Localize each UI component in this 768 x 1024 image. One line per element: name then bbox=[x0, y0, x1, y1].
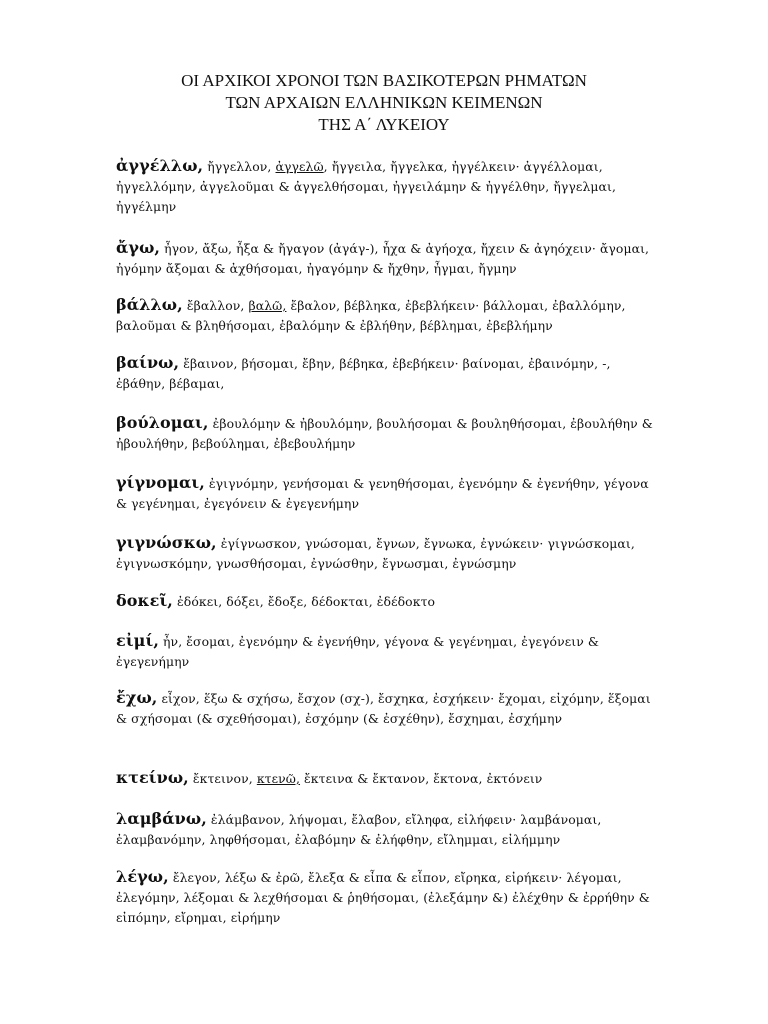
verb-headword: ἄγω, bbox=[116, 238, 161, 257]
verb-headword: λέγω, bbox=[116, 867, 169, 886]
verb-entry-dokei bbox=[116, 591, 656, 612]
verb-headword: βούλομαι, bbox=[116, 413, 209, 432]
verb-entry-gignosko bbox=[116, 533, 656, 574]
verb-forms: ἤγγελλον, bbox=[203, 159, 276, 174]
title-line-1: ΟΙ ΑΡΧΙΚΟΙ ΧΡΟΝΟΙ ΤΩΝ ΒΑΣΙΚΟΤΕΡΩΝ ΡΗΜΑΤΩΝ bbox=[181, 71, 587, 90]
verb-entry-kteino bbox=[116, 768, 656, 789]
verb-forms: ἔλεγον, λέξω & ἐρῶ, ἔλεξα & εἶπα & εἶπον, εἴρηκα, εἰρήκειν· λέγομαι, ἐλεγόμην, λέξομαι & λεχθήσομαι & ῥηθήσομαι, (ἐλεξάμην &) ἐλέχθην & ἐρρήθην & εἰπόμην, εἴρημαι, εἰρήμην bbox=[116, 870, 650, 925]
verb-headword: βαίνω, bbox=[116, 353, 180, 372]
verb-forms: εἶχον, ἕξω & σχήσω, ἔσχον (σχ-), ἔσχηκα, ἐσχήκειν· ἔχομαι, εἰχόμην, ἕξομαι & σχήσομαι (& σχεθήσομαι), ἐσχόμην (& ἐσχέθην), ἔσχημαι, ἐσχήμην bbox=[116, 691, 651, 726]
title-line-3: ΤΗΣ Α΄ ΛΥΚΕΙΟΥ bbox=[318, 115, 450, 134]
verb-forms: ἐγίγνωσκον, γνώσομαι, ἔγνων, ἔγνωκα, ἐγνώκειν· γιγνώσκομαι, ἐγιγνωσκόμην, γνωσθήσομαι, ἐγνώσθην, ἔγνωσμαι, ἐγνώσμην bbox=[116, 536, 635, 571]
verb-future-underlined: βαλῶ, bbox=[248, 298, 287, 313]
verb-entry-eimi bbox=[116, 631, 656, 672]
verb-forms: ἦν, ἔσομαι, ἐγενόμην & ἐγενήθην, γέγονα & γεγένημαι, ἐγεγόνειν & ἐγεγενήμην bbox=[116, 634, 600, 669]
verb-forms: ἦγον, ἄξω, ἦξα & ἤγαγον (ἀγάγ-), ἦχα & ἀγήοχα, ἤχειν & ἀγηόχειν· ἄγομαι, ἠγόμην ἄξομαι & ἀχθήσομαι, ἠγαγόμην & ἤχθην, ἦγμαι, ἤγμην bbox=[116, 241, 650, 276]
verb-forms: ἐλάμβανον, λήψομαι, ἔλαβον, εἴληφα, εἰλήφειν· λαμβάνομαι, ἐλαμβανόμην, ληφθήσομαι, ἐλαβόμην & ἐλήφθην, εἴλημμαι, εἰλήμμην bbox=[116, 812, 602, 847]
verb-entry-ago bbox=[116, 238, 656, 279]
verb-forms: ἐδόκει, δόξει, ἔδοξε, δέδοκται, ἐδέδοκτο bbox=[172, 594, 436, 609]
verb-forms-rest: ἔκτεινα & ἔκτανον, ἔκτονα, ἐκτόνειν bbox=[300, 771, 543, 786]
verb-future-underlined: κτενῶ, bbox=[256, 771, 301, 786]
verb-headword: ἀγγέλλω, bbox=[116, 156, 204, 175]
verb-forms-rest: ἔβαλον, βέβληκα, ἐβεβλήκειν· βάλλομαι, ἐβαλλόμην, βαλοῦμαι & βληθήσομαι, ἐβαλόμην & ἐβλήθην, βέβλημαι, ἐβεβλήμην bbox=[116, 298, 626, 333]
verb-headword: γιγνώσκω, bbox=[116, 533, 217, 552]
verb-forms: ἐβουλόμην & ἠβουλόμην, βουλήσομαι & βουληθήσομαι, ἐβουλήθην & ἠβουλήθην, βεβούλημαι, ἐβεβουλήμην bbox=[116, 416, 653, 451]
verb-entry-gignomai bbox=[116, 473, 656, 514]
verb-entry-voulomai bbox=[116, 413, 656, 454]
verb-entry-lamvano bbox=[116, 809, 656, 850]
verb-forms: ἔκτεινον, bbox=[188, 771, 257, 786]
page-title bbox=[0, 70, 768, 136]
verb-headword: κτείνω, bbox=[116, 768, 189, 787]
verb-future-underlined: ἀγγελῶ bbox=[275, 159, 324, 174]
verb-forms: ἔβαινον, βήσομαι, ἔβην, βέβηκα, ἐβεβήκειν· βαίνομαι, ἐβαινόμην, -, ἐβάθην, βέβαμαι, bbox=[116, 356, 611, 391]
verb-headword: ἔχω, bbox=[116, 688, 158, 707]
verb-entry-echo bbox=[116, 688, 656, 729]
verb-headword: βάλλω, bbox=[116, 295, 183, 314]
verb-forms: ἐγιγνόμην, γενήσομαι & γενηθήσομαι, ἐγενόμην & ἐγενήθην, γέγονα & γεγένημαι, ἐγεγόνειν & ἐγεγενήμην bbox=[116, 476, 649, 511]
verb-entry-lego bbox=[116, 867, 656, 928]
title-line-2: ΤΩΝ ΑΡΧΑΙΩΝ ΕΛΛΗΝΙΚΩΝ ΚΕΙΜΕΝΩΝ bbox=[225, 93, 543, 112]
verb-headword: γίγνομαι, bbox=[116, 473, 205, 492]
verb-entry-angello bbox=[116, 156, 656, 217]
verb-headword: δοκεῖ, bbox=[116, 591, 173, 610]
verb-entry-vallo bbox=[116, 295, 656, 336]
verb-forms: ἔβαλλον, bbox=[182, 298, 249, 313]
verb-entry-vaino bbox=[116, 353, 656, 394]
verb-headword: λαμβάνω, bbox=[116, 809, 207, 828]
verb-headword: εἰμί, bbox=[116, 631, 159, 650]
verb-forms-rest: , ἤγγειλα, ἤγγελκα, ἠγγέλκειν· ἀγγέλλομαι, ἠγγελλόμην, ἀγγελοῦμαι & ἀγγελθήσομαι, ἠγγειλάμην & ἠγγέλθην, ἤγγελμαι, ἠγγέλμην bbox=[116, 159, 617, 214]
